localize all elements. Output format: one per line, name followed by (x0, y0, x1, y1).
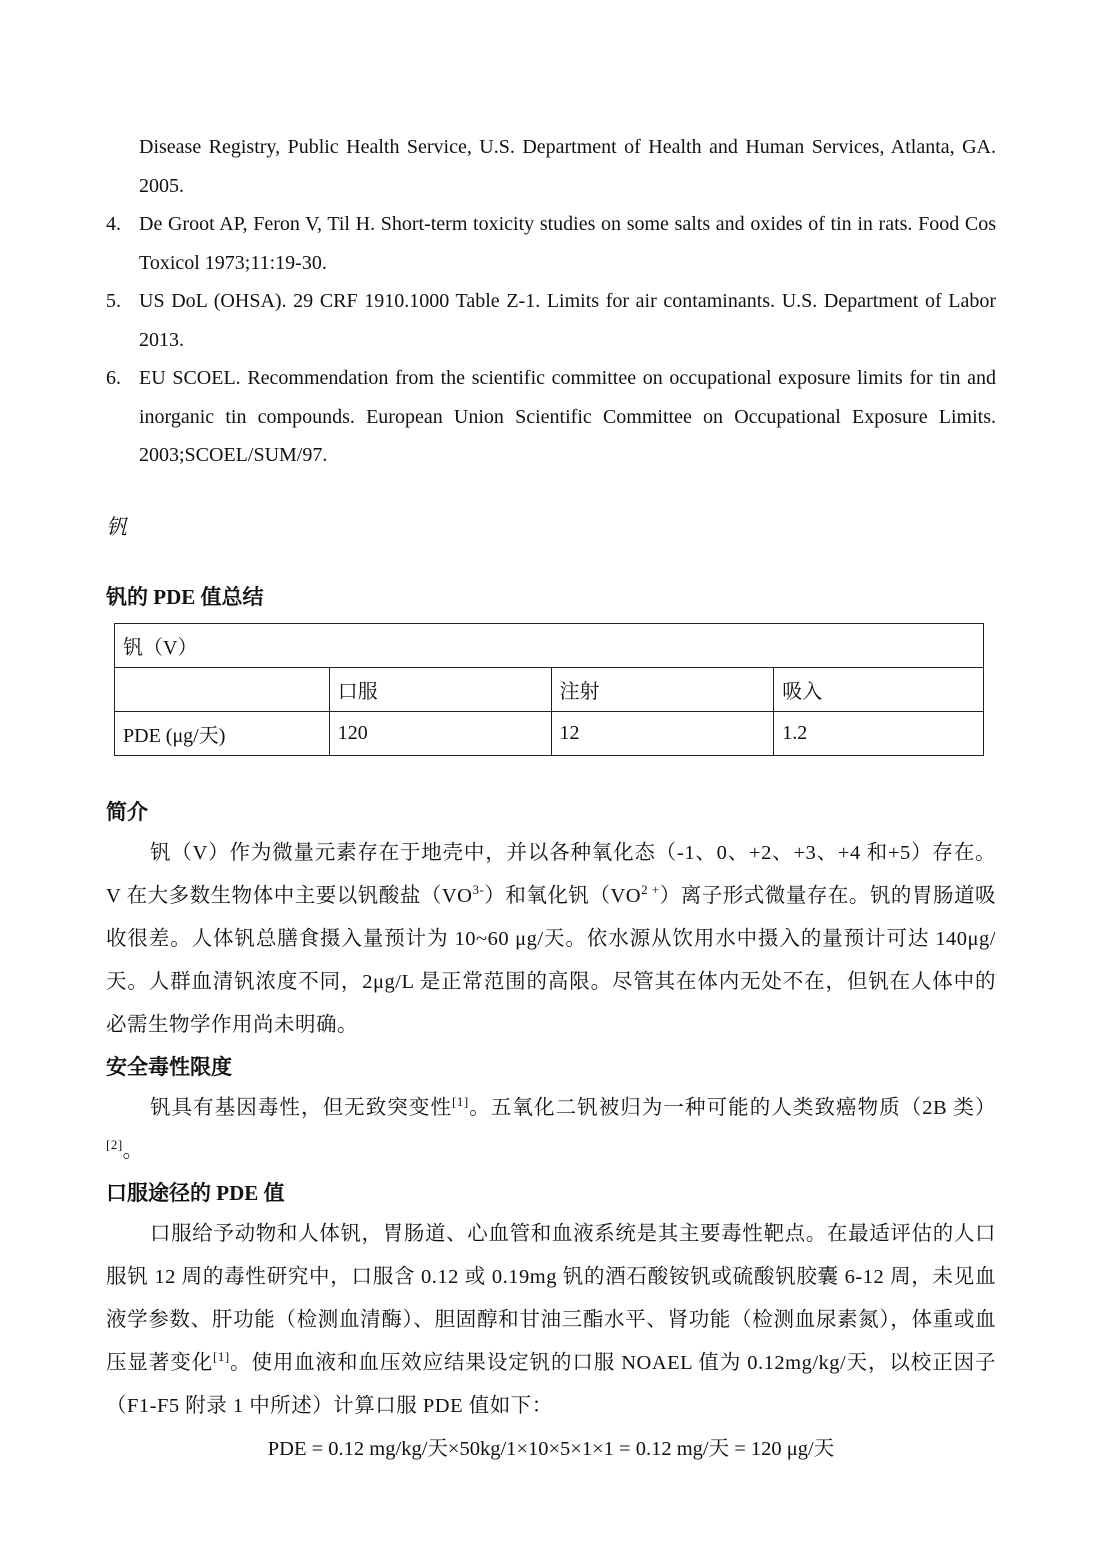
intro-paragraph (106, 832, 996, 1047)
safety-text: 。五氧化二钒被归为一种可能的人类致癌物质（2B 类） (468, 1096, 996, 1119)
intro-text: ）离子形式微量存在。钒的胃肠道吸收很差。人体钒总膳食摄入量预计为 10~60 μg/天。依水源从饮用水中摄入的量预计可达 140μg/天。人群血清钒浓度不同，2μg/L 是正常范围的高限。尽管其在体内无处不在，但钒在人体中的必需生物学作用尚未明确。 (106, 884, 996, 1036)
reference-number: 6. (106, 367, 121, 389)
table-title-cell: 钒（V） (115, 623, 984, 667)
reference-text: De Groot AP, Feron V, Til H. Short-term toxicity studies on some salts and oxides of tin in rats. Food Cos Toxicol 1973;11:19-30. (139, 213, 996, 274)
intro-text: 钒（V）作为微量元素存在于地壳中，并以各种氧化态（-1、0、+2、+3、+4 和+5）存在。V 在大多数生物体中主要以钒酸盐（VO (106, 841, 996, 907)
intro-text: ）和氧化钒（VO (484, 884, 642, 907)
safety-heading: 安全毒性限度 (106, 1054, 232, 1079)
document-page (106, 128, 996, 1471)
reference-item (106, 282, 996, 359)
intro-heading: 简介 (106, 799, 148, 824)
table-title-row (115, 623, 984, 667)
oral-text: 。使用血液和血压效应结果设定钒的口服 NOAEL 值为 0.12mg/kg/天，以校正因子（F1-F5 附录 1 中所述）计算口服 PDE 值如下： (106, 1351, 996, 1417)
element-heading: 钒 (106, 514, 127, 539)
table-header-row (115, 667, 984, 711)
table-header-cell (115, 667, 330, 711)
oral-paragraph (106, 1213, 996, 1428)
pde-formula: PDE = 0.12 mg/kg/天×50kg/1×10×5×1×1 = 0.12 mg/天 = 120 μg/天 (267, 1437, 835, 1460)
oral-heading: 口服途径的 PDE 值 (106, 1180, 285, 1205)
citation: [1] (452, 1093, 469, 1109)
table-row-label: PDE (μg/天) (115, 711, 330, 755)
oral-text: 口服给予动物和人体钒，胃肠道、心血管和血液系统是其主要毒性靶点。在最适评估的人口服钒 12 周的毒性研究中，口服含 0.12 或 0.19mg 钒的酒石酸铵钒或硫酸钒胶囊 6-12 周，未见血液学参数、肝功能（检测血清酶）、胆固醇和甘油三酯水平、肾功能（检测血尿素氮），体重或血压显著变化 (106, 1222, 996, 1374)
safety-text: 。 (122, 1139, 144, 1162)
reference-text: Disease Registry, Public Health Service, U.S. Department of Health and Human Services, Atlanta, GA. 2005. (139, 136, 996, 197)
table-cell: 12 (551, 711, 774, 755)
superscript: 3- (472, 881, 485, 897)
reference-item (106, 128, 996, 205)
summary-heading: 钒的 PDE 值总结 (106, 584, 264, 609)
reference-text: US DoL (OHSA). 29 CRF 1910.1000 Table Z-1. Limits for air contaminants. U.S. Department of Labor 2013. (139, 290, 996, 351)
reference-number: 5. (106, 290, 121, 312)
pde-summary-table (114, 623, 984, 756)
table-row (115, 711, 984, 755)
reference-item (106, 205, 996, 282)
reference-number: 4. (106, 213, 121, 235)
table-header-cell: 吸入 (774, 667, 984, 711)
reference-list (106, 128, 996, 475)
table-cell: 120 (329, 711, 551, 755)
table-header-cell: 口服 (329, 667, 551, 711)
citation: [2] (106, 1136, 123, 1152)
reference-text: EU SCOEL. Recommendation from the scientific committee on occupational exposure limits for tin and inorganic tin compounds. European Union Scientific Committee on Occupational Exposure Limits. 2003;SCOEL/SUM/97. (139, 367, 996, 466)
table-cell: 1.2 (774, 711, 984, 755)
superscript: 2 + (641, 881, 660, 897)
safety-text: 钒具有基因毒性，但无致突变性 (150, 1096, 453, 1119)
reference-item (106, 359, 996, 475)
table-header-cell: 注射 (551, 667, 774, 711)
safety-paragraph (106, 1087, 996, 1173)
citation: [1] (212, 1348, 230, 1364)
